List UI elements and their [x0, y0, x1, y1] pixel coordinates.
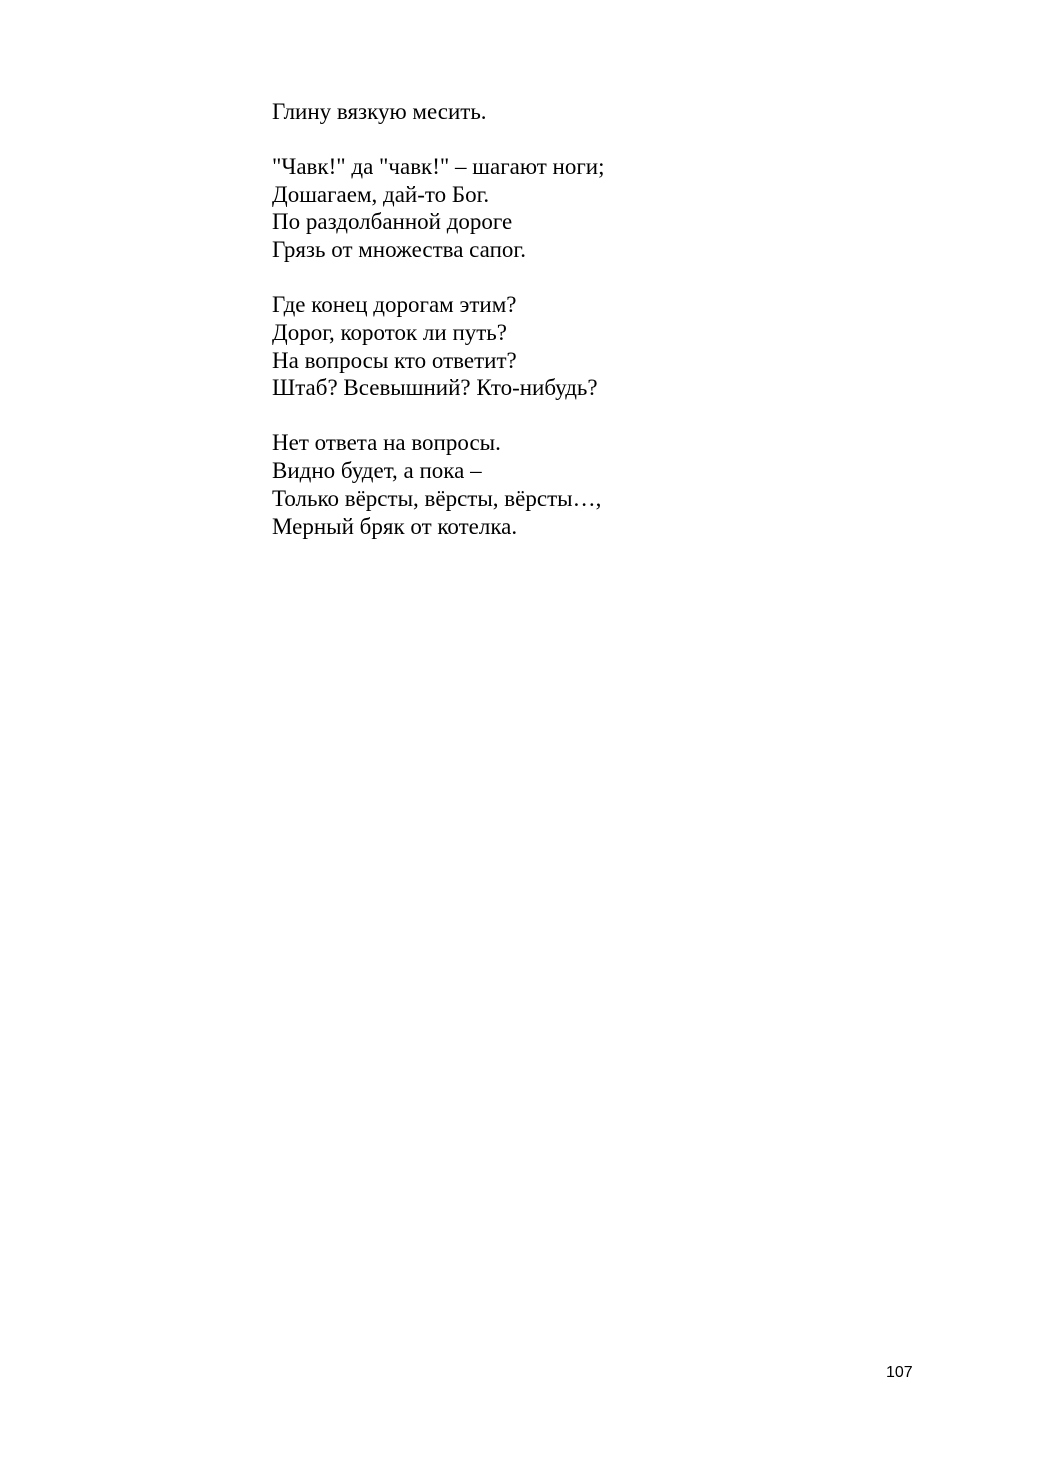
poem-line: "Чавк!" да "чавк!" – шагают ноги; — [272, 153, 605, 179]
poem-body — [272, 98, 972, 567]
stanza-3 — [272, 291, 972, 402]
poem-line: Дошагаем, дай-то Бог. — [272, 181, 490, 207]
poem-line: Глину вязкую месить. — [272, 99, 487, 124]
poem-line: Где конец дорогам этим? — [272, 291, 517, 317]
poem-line: Дорог, короток ли путь? — [272, 319, 507, 345]
stanza-2 — [272, 153, 972, 264]
poem-line: Грязь от множества сапог. — [272, 237, 526, 263]
poem-line: Нет ответа на вопросы. — [272, 430, 501, 456]
poem-line: Видно будет, а пока – — [272, 457, 482, 483]
page-number: 107 — [886, 1364, 913, 1381]
stanza-4 — [272, 429, 972, 540]
poem-line: По раздолбанной дороге — [272, 209, 513, 235]
poem-line: На вопросы кто ответит? — [272, 347, 517, 373]
poem-line: Мерный бряк от котелка. — [272, 513, 518, 539]
poem-line: Только вёрсты, вёрсты, вёрсты…, — [272, 485, 602, 511]
stanza-1 — [272, 98, 972, 126]
poem-line: Штаб? Всевышний? Кто-нибудь? — [272, 375, 598, 401]
